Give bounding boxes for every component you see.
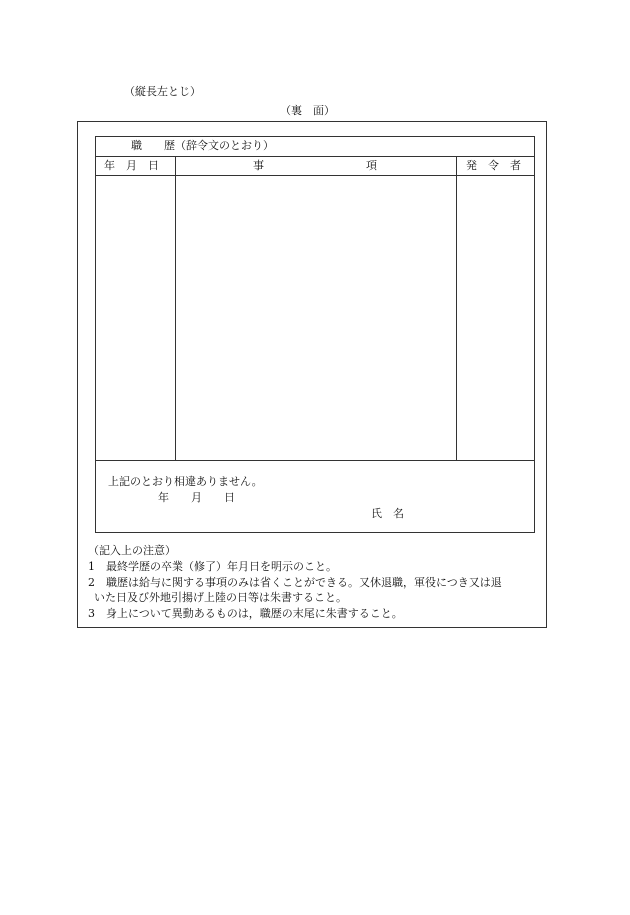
column-header-matter-2: 項 xyxy=(366,159,377,172)
note-item: 3 身上について異動あるものは，職歴の末尾に朱書すること。 xyxy=(88,607,403,620)
notes-heading: （記入上の注意） xyxy=(88,544,176,557)
title-divider xyxy=(96,156,534,157)
certification-statement: 上記のとおり相違ありません。 xyxy=(108,475,263,488)
column-divider-issuer xyxy=(456,156,457,460)
column-header-date: 年 月 日 xyxy=(104,159,159,172)
name-label: 氏 名 xyxy=(371,507,404,520)
note-item-continuation: いた日及び外地引揚げ上陸の日等は朱書すること。 xyxy=(94,591,347,604)
note-item: 2 職歴は給与に関する事項のみは省くことができる。又休退職，軍役につき又は退 xyxy=(88,576,502,589)
column-divider-date xyxy=(175,156,176,460)
note-item: 1 最終学歴の卒業（修了）年月日を明示のこと。 xyxy=(88,560,337,573)
column-header-issuer: 発 令 者 xyxy=(466,159,521,172)
side-label: （裏 面） xyxy=(280,104,335,117)
career-table-title: 職 歴（辞令文のとおり） xyxy=(131,139,274,152)
career-table xyxy=(95,136,535,533)
date-line: 年 月 日 xyxy=(158,491,235,504)
body-bottom-divider xyxy=(96,460,534,461)
column-header-matter: 事 xyxy=(253,159,264,172)
binding-note: （縦長左とじ） xyxy=(124,85,201,98)
header-divider xyxy=(96,175,534,176)
